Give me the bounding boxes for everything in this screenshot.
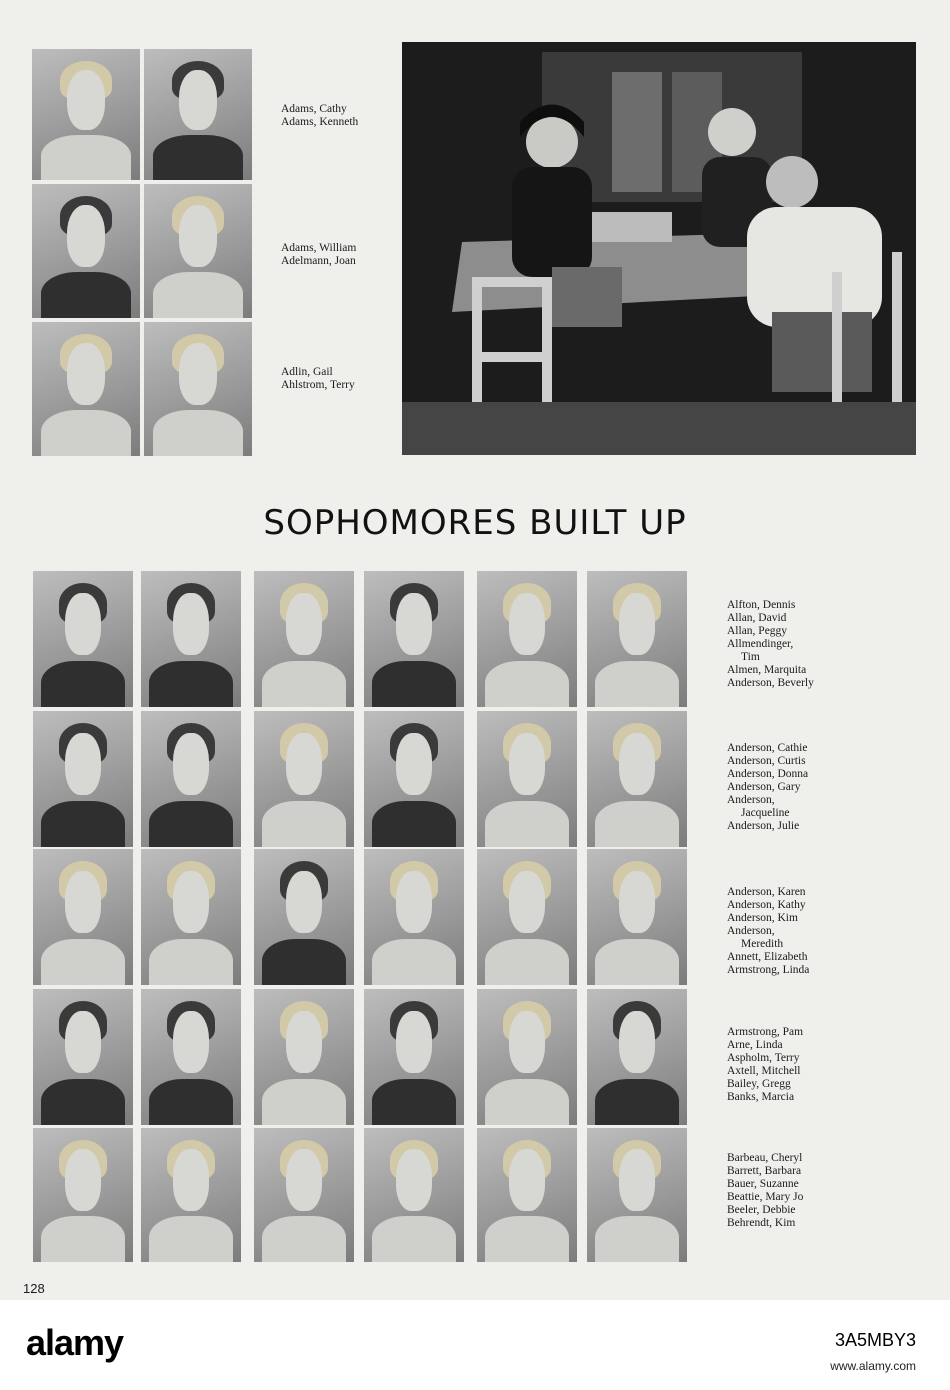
name: Alfton, Dennis (727, 599, 796, 611)
name: Anderson, Karen (727, 886, 806, 898)
student-portrait (587, 1128, 687, 1262)
names-group-3 (727, 886, 809, 977)
portrait-adlin-gail (32, 322, 140, 456)
name: Anderson, Kim (727, 912, 798, 924)
name: Arne, Linda (727, 1039, 783, 1051)
name: Almen, Marquita (727, 664, 807, 676)
student-portrait (254, 571, 354, 707)
name: Anderson, Gary (727, 781, 801, 793)
portrait-ahlstrom-terry (144, 322, 252, 456)
name: Bailey, Gregg (727, 1078, 791, 1090)
name: Beeler, Debbie (727, 1204, 796, 1216)
portrait-adams-kenneth (144, 49, 252, 180)
student-portrait (141, 571, 241, 707)
portrait-adams-cathy (32, 49, 140, 180)
student-portrait (477, 989, 577, 1125)
cafeteria-scene (402, 42, 916, 455)
student-portrait (33, 989, 133, 1125)
names-group-4 (727, 1026, 803, 1104)
name: Anderson, Beverly (727, 677, 814, 689)
name: Adlin, Gail (281, 366, 333, 378)
name: Meredith (741, 938, 784, 950)
name: Anderson, Cathie (727, 742, 808, 754)
student-portrait (141, 711, 241, 847)
student-portrait (33, 711, 133, 847)
watermark-brand: alamy (26, 1322, 124, 1363)
name: Axtell, Mitchell (727, 1065, 801, 1077)
student-portrait (477, 849, 577, 985)
names-group-5 (727, 1152, 803, 1230)
names-group-2 (727, 742, 808, 833)
student-portrait (364, 1128, 464, 1262)
student-portrait (477, 571, 577, 707)
name: Allan, David (727, 612, 787, 624)
portrait-adams-william (32, 184, 140, 318)
name: Beattie, Mary Jo (727, 1191, 804, 1203)
student-portrait (254, 1128, 354, 1262)
name: Anderson, (727, 925, 775, 937)
student-portrait (587, 711, 687, 847)
student-portrait (254, 711, 354, 847)
portrait-adelmann-joan (144, 184, 252, 318)
student-portrait (33, 1128, 133, 1262)
watermark-image-code: 3A5MBY3 (834, 1330, 916, 1350)
student-portrait (364, 711, 464, 847)
student-portrait (477, 1128, 577, 1262)
student-portrait (254, 989, 354, 1125)
student-portrait (141, 849, 241, 985)
name: Allan, Peggy (727, 625, 788, 637)
name: Barrett, Barbara (727, 1165, 802, 1177)
name: Barbeau, Cheryl (727, 1152, 803, 1164)
name: Anderson, Kathy (727, 899, 806, 911)
name: Adams, William (281, 242, 357, 254)
student-portrait (33, 571, 133, 707)
student-portrait (477, 711, 577, 847)
cafeteria-photo (402, 42, 916, 455)
section-title: SOPHOMORES BUILT UP (263, 503, 687, 543)
name: Adelmann, Joan (281, 255, 356, 267)
name: Jacqueline (741, 807, 790, 819)
name: Armstrong, Linda (727, 964, 810, 976)
watermark-footer (0, 1300, 950, 1390)
name: Bauer, Suzanne (727, 1178, 799, 1190)
student-portrait (587, 989, 687, 1125)
name: Anderson, Curtis (727, 755, 806, 767)
student-portrait (141, 989, 241, 1125)
name: Armstrong, Pam (727, 1026, 804, 1038)
name: Aspholm, Terry (727, 1052, 800, 1064)
name: Behrendt, Kim (727, 1217, 796, 1229)
student-portrait (254, 849, 354, 985)
name: Anderson, (727, 794, 775, 806)
student-portrait (364, 989, 464, 1125)
name: Adams, Cathy (281, 103, 347, 115)
names-top-group-3 (281, 366, 355, 392)
name: Ahlstrom, Terry (281, 379, 355, 391)
names-top-group-2 (281, 242, 356, 268)
watermark-site: www.alamy.com (830, 1359, 916, 1373)
name: Annett, Elizabeth (727, 951, 808, 963)
name: Anderson, Julie (727, 820, 800, 832)
name: Adams, Kenneth (281, 116, 359, 128)
student-portrait (587, 571, 687, 707)
student-portrait (364, 849, 464, 985)
names-group-1 (727, 599, 814, 690)
student-portrait (587, 849, 687, 985)
student-portrait (141, 1128, 241, 1262)
student-portrait (33, 849, 133, 985)
name: Anderson, Donna (727, 768, 809, 780)
name: Tim (741, 651, 760, 663)
name: Banks, Marcia (727, 1091, 795, 1103)
page-number: 128 (23, 1281, 45, 1296)
names-top-group-1 (281, 103, 358, 129)
name: Allmendinger, (727, 638, 794, 650)
student-portrait (364, 571, 464, 707)
